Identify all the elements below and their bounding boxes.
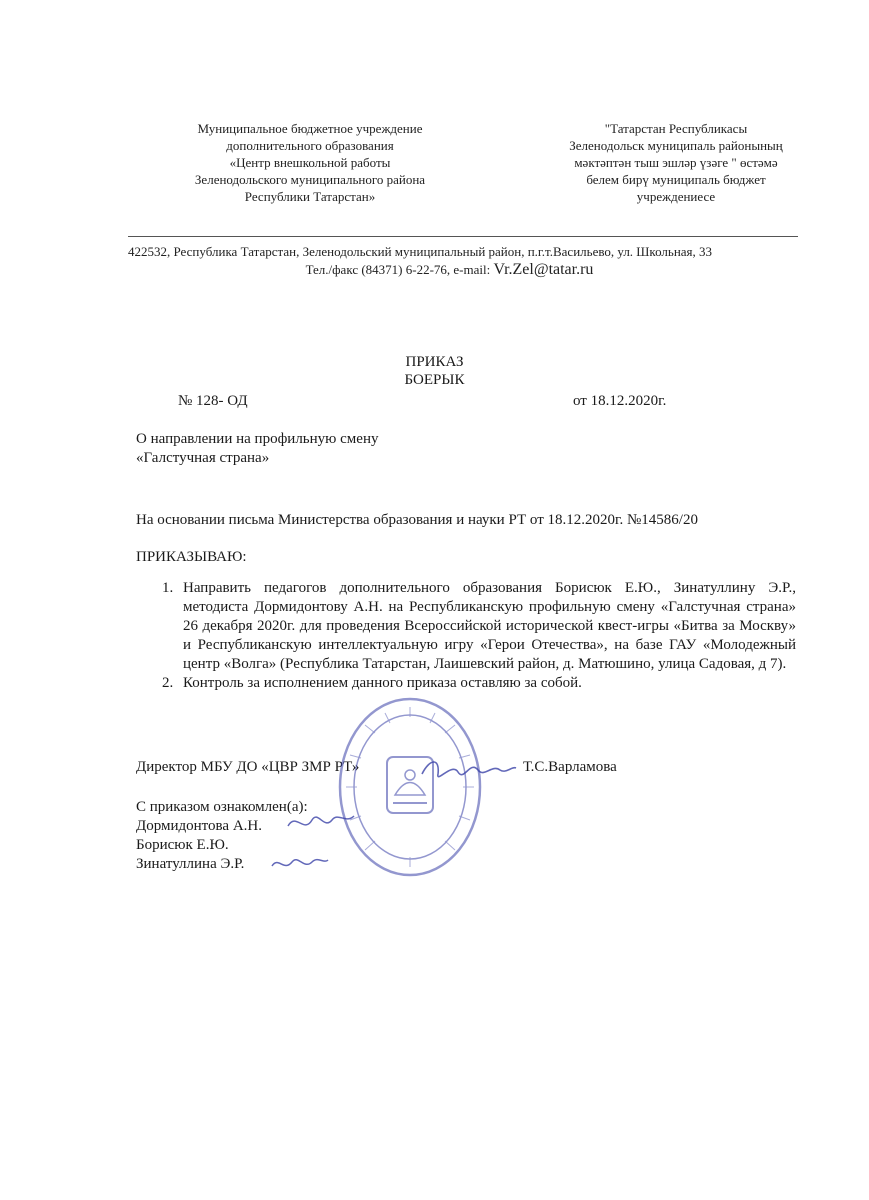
header-divider	[128, 236, 798, 237]
decree-heading: ПРИКАЗЫВАЮ:	[136, 549, 247, 565]
org-line: Зеленодольского муниципального района	[194, 172, 426, 187]
item-text: Контроль за исполнением данного приказа оставляю за собой.	[183, 675, 582, 691]
org-line: Республики Татарстан»	[244, 189, 376, 204]
document-title: ПРИКАЗ	[405, 354, 464, 370]
org-line: мәктәптән тыш эшләр үзәге " өстәмә	[574, 155, 778, 170]
document-title-tatar: БОЕРЫК	[404, 372, 465, 388]
org-line: «Центр внешкольной работы	[229, 155, 391, 170]
director-name: Т.С.Варламова	[523, 759, 617, 775]
phone-fax: Тел./факс (84371) 6-22-76, e-mail:	[305, 262, 494, 277]
org-contacts	[0, 261, 869, 279]
org-name-russian	[150, 120, 470, 205]
org-line: Муниципальное бюджетное учреждение	[197, 121, 423, 136]
signer-name: Дормидонтова А.Н.	[136, 818, 262, 834]
signer-name: Борисюк Е.Ю.	[136, 837, 229, 853]
org-line: Зеленодольск муниципаль районының	[569, 138, 783, 153]
signer-name: Зинатуллина Э.Р.	[136, 856, 245, 872]
org-line: учреждениесе	[636, 189, 716, 204]
order-basis: На основании письма Министерства образования и науки РТ от 18.12.2020г. №14586/20	[136, 512, 698, 528]
org-address: 422532, Республика Татарстан, Зеленодольский муниципальный район, п.г.т.Васильево, ул. Школьная, 33	[128, 244, 713, 259]
subject-line: «Галстучная страна»	[136, 450, 270, 466]
item-number: 1.	[162, 580, 174, 596]
order-items	[136, 579, 796, 693]
org-name-tatar	[540, 120, 812, 205]
list-item	[136, 674, 796, 693]
order-date: от 18.12.2020г.	[573, 393, 667, 409]
director-title: Директор МБУ ДО «ЦВР ЗМР РТ»	[136, 759, 360, 775]
item-text: Направить педагогов дополнительного образования Борисюк Е.Ю., Зинатуллину Э.Р., методиста Дормидонтову А.Н. на Республиканскую профильную смену «Галстучная страна» 26 декабря 2020г. для проведения Всероссийской исторической квест-игры «Битва за Москву» и Республиканскую интеллектуальную игру «Герои Отечества», на базе ГАУ «Молодежный центр «Волга» (Республика Татарстан, Лаишевский район, д. Матюшино, улица Садовая, д 7).	[183, 580, 796, 672]
email-address: Vr.Zel@tatar.ru	[493, 261, 594, 278]
acknowledgement-heading: С приказом ознакомлен(а):	[136, 799, 308, 815]
item-number: 2.	[162, 675, 174, 691]
signature-icon	[270, 850, 330, 876]
subject-line: О направлении на профильную смену	[136, 431, 379, 447]
signature-icon	[286, 808, 356, 836]
list-item	[136, 579, 796, 674]
director-signature-icon	[418, 752, 518, 788]
org-line: дополнительного образования	[226, 138, 394, 153]
org-line: "Татарстан Республикасы	[604, 121, 748, 136]
order-subject	[136, 430, 536, 468]
org-line: белем бирү муниципаль бюджет	[586, 172, 766, 187]
order-number: № 128- ОД	[178, 393, 248, 409]
